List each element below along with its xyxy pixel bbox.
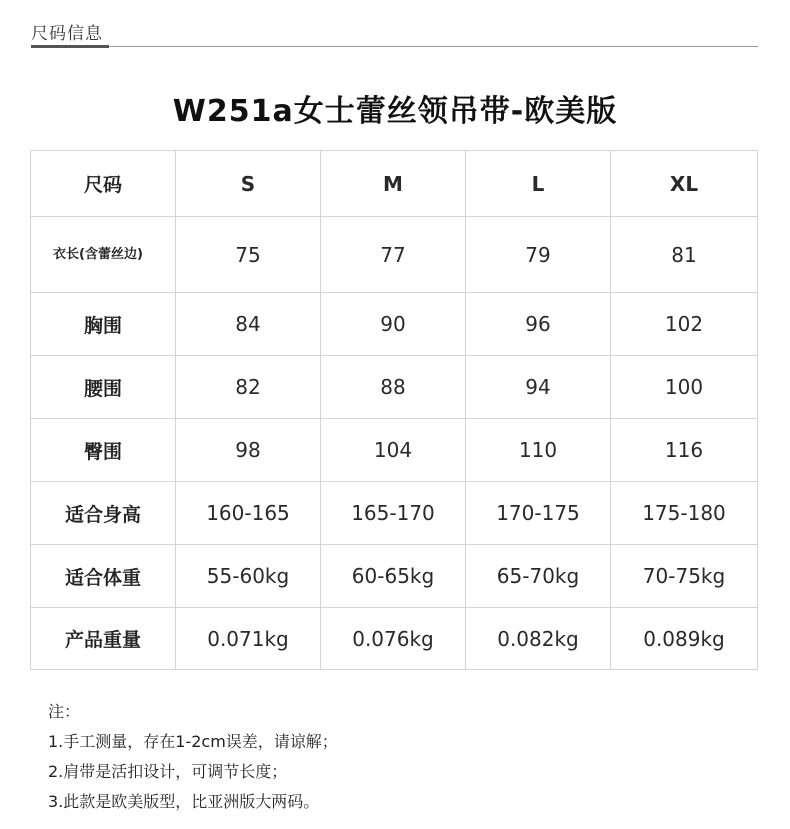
- table-row: [31, 217, 758, 293]
- size-column-l: L: [466, 151, 611, 217]
- row-label-chest: 胸围: [31, 293, 176, 356]
- table-cell: 98: [176, 419, 321, 482]
- table-row: [31, 356, 758, 419]
- table-cell: 77: [321, 217, 466, 293]
- table-row: [31, 419, 758, 482]
- table-cell: 70-75kg: [611, 545, 758, 608]
- notes: [48, 697, 338, 817]
- table-cell: 116: [611, 419, 758, 482]
- table-cell: 170-175: [466, 482, 611, 545]
- table-cell: 84: [176, 293, 321, 356]
- size-column-xl: XL: [611, 151, 758, 217]
- page-title: W251a女士蕾丝领吊带-欧美版: [172, 94, 618, 129]
- table-row: [31, 545, 758, 608]
- section-title: 尺码信息: [31, 24, 103, 44]
- table-cell: 100: [611, 356, 758, 419]
- size-column-s: S: [176, 151, 321, 217]
- note-item: 3.此款是欧美版型，比亚洲版大两码。: [48, 792, 320, 811]
- table-row: [31, 293, 758, 356]
- table-cell: 94: [466, 356, 611, 419]
- table-row: [31, 482, 758, 545]
- table-cell: 165-170: [321, 482, 466, 545]
- table-cell: 96: [466, 293, 611, 356]
- table-cell: 102: [611, 293, 758, 356]
- notes-heading: 注：: [48, 702, 81, 721]
- size-table: [30, 150, 758, 670]
- row-label-length: 衣长(含蕾丝边): [31, 217, 176, 293]
- table-cell: 0.076kg: [321, 608, 466, 670]
- size-column-m: M: [321, 151, 466, 217]
- note-item: 1.手工测量，存在1-2cm误差，请谅解；: [48, 732, 338, 751]
- table-cell: 90: [321, 293, 466, 356]
- section-header: [31, 16, 758, 47]
- table-cell: 0.071kg: [176, 608, 321, 670]
- row-label-weight: 适合体重: [31, 545, 176, 608]
- table-cell: 0.089kg: [611, 608, 758, 670]
- table-cell: 0.082kg: [466, 608, 611, 670]
- table-cell: 65-70kg: [466, 545, 611, 608]
- table-cell: 60-65kg: [321, 545, 466, 608]
- table-cell: 104: [321, 419, 466, 482]
- table-cell: 160-165: [176, 482, 321, 545]
- table-cell: 75: [176, 217, 321, 293]
- table-cell: 175-180: [611, 482, 758, 545]
- table-cell: 82: [176, 356, 321, 419]
- table-header-row: [31, 151, 758, 217]
- table-cell: 110: [466, 419, 611, 482]
- note-item: 2.肩带是活扣设计，可调节长度；: [48, 762, 288, 781]
- table-cell: 88: [321, 356, 466, 419]
- section-title-underline: [31, 45, 109, 48]
- table-cell: 81: [611, 217, 758, 293]
- table-cell: 55-60kg: [176, 545, 321, 608]
- row-label-height: 适合身高: [31, 482, 176, 545]
- header-size-label: 尺码: [31, 151, 176, 217]
- row-label-waist: 腰围: [31, 356, 176, 419]
- table-row: [31, 608, 758, 670]
- row-label-hip: 臀围: [31, 419, 176, 482]
- table-cell: 79: [466, 217, 611, 293]
- row-label-product-weight: 产品重量: [31, 608, 176, 670]
